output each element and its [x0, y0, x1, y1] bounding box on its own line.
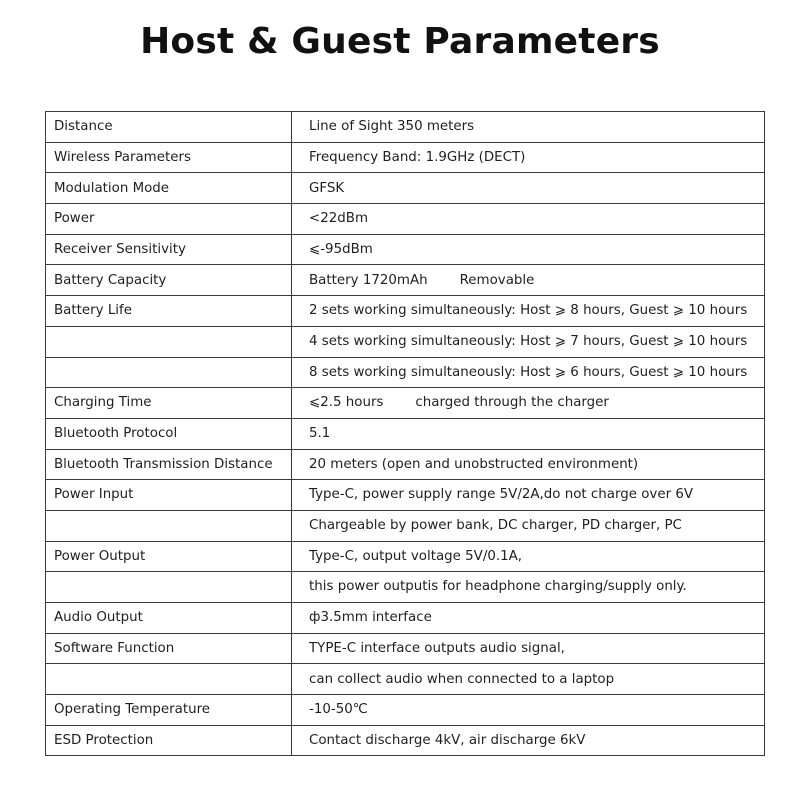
value-cell: 2 sets working simultaneously: Host ⩾ 8 hours, Guest ⩾ 10 hours: [292, 296, 765, 327]
spec-table-body: [46, 112, 765, 756]
table-row: [46, 480, 765, 511]
value-cell: <22dBm: [292, 204, 765, 235]
table-row: [46, 388, 765, 419]
value-cell: Frequency Band: 1.9GHz (DECT): [292, 142, 765, 173]
param-cell: [46, 510, 292, 541]
param-cell: Battery Life: [46, 296, 292, 327]
param-cell: Software Function: [46, 633, 292, 664]
param-cell: Wireless Parameters: [46, 142, 292, 173]
param-cell: [46, 357, 292, 388]
table-row: [46, 296, 765, 327]
table-row: [46, 265, 765, 296]
value-cell: Contact discharge 4kV, air discharge 6kV: [292, 725, 765, 756]
value-cell: 5.1: [292, 418, 765, 449]
param-cell: ESD Protection: [46, 725, 292, 756]
param-cell: [46, 326, 292, 357]
value-cell: -10-50℃: [292, 695, 765, 726]
value-cell: TYPE-C interface outputs audio signal,: [292, 633, 765, 664]
param-cell: [46, 572, 292, 603]
value-cell: this power outputis for headphone charging/supply only.: [292, 572, 765, 603]
table-row: [46, 541, 765, 572]
table-row: [46, 572, 765, 603]
param-cell: Power Input: [46, 480, 292, 511]
table-row: [46, 326, 765, 357]
table-row: [46, 142, 765, 173]
value-cell: ф3.5mm interface: [292, 603, 765, 634]
value-cell: GFSK: [292, 173, 765, 204]
value-cell: Chargeable by power bank, DC charger, PD charger, PC: [292, 510, 765, 541]
value-cell: can collect audio when connected to a laptop: [292, 664, 765, 695]
table-row: [46, 173, 765, 204]
param-cell: Charging Time: [46, 388, 292, 419]
param-cell: Bluetooth Transmission Distance: [46, 449, 292, 480]
spec-table: [45, 111, 765, 756]
table-row: [46, 449, 765, 480]
value-cell: Type-C, output voltage 5V/0.1A,: [292, 541, 765, 572]
value-text: ⩽2.5 hours: [309, 395, 384, 411]
table-row: [46, 725, 765, 756]
param-cell: Distance: [46, 112, 292, 143]
table-row: [46, 664, 765, 695]
param-cell: Bluetooth Protocol: [46, 418, 292, 449]
page-title: Host & Guest Parameters: [140, 21, 660, 62]
value-cell: [292, 265, 765, 296]
value-cell: ⩽-95dBm: [292, 234, 765, 265]
table-row: [46, 510, 765, 541]
param-cell: Power: [46, 204, 292, 235]
param-cell: Audio Output: [46, 603, 292, 634]
param-cell: Operating Temperature: [46, 695, 292, 726]
value-extra-text: Removable: [459, 272, 535, 288]
param-cell: Modulation Mode: [46, 173, 292, 204]
value-cell: 8 sets working simultaneously: Host ⩾ 6 hours, Guest ⩾ 10 hours: [292, 357, 765, 388]
param-cell: Battery Capacity: [46, 265, 292, 296]
table-row: [46, 695, 765, 726]
value-cell: 4 sets working simultaneously: Host ⩾ 7 hours, Guest ⩾ 10 hours: [292, 326, 765, 357]
value-text: Battery 1720mAh: [309, 272, 428, 288]
table-row: [46, 234, 765, 265]
value-cell: [292, 388, 765, 419]
table-row: [46, 357, 765, 388]
value-cell: Type-C, power supply range 5V/2A,do not charge over 6V: [292, 480, 765, 511]
table-row: [46, 603, 765, 634]
table-row: [46, 418, 765, 449]
param-cell: [46, 664, 292, 695]
param-cell: Power Output: [46, 541, 292, 572]
param-cell: Receiver Sensitivity: [46, 234, 292, 265]
value-cell: 20 meters (open and unobstructed environment): [292, 449, 765, 480]
value-extra-text: charged through the charger: [415, 395, 609, 411]
table-row: [46, 204, 765, 235]
table-row: [46, 633, 765, 664]
table-row: [46, 112, 765, 143]
value-cell: Line of Sight 350 meters: [292, 112, 765, 143]
